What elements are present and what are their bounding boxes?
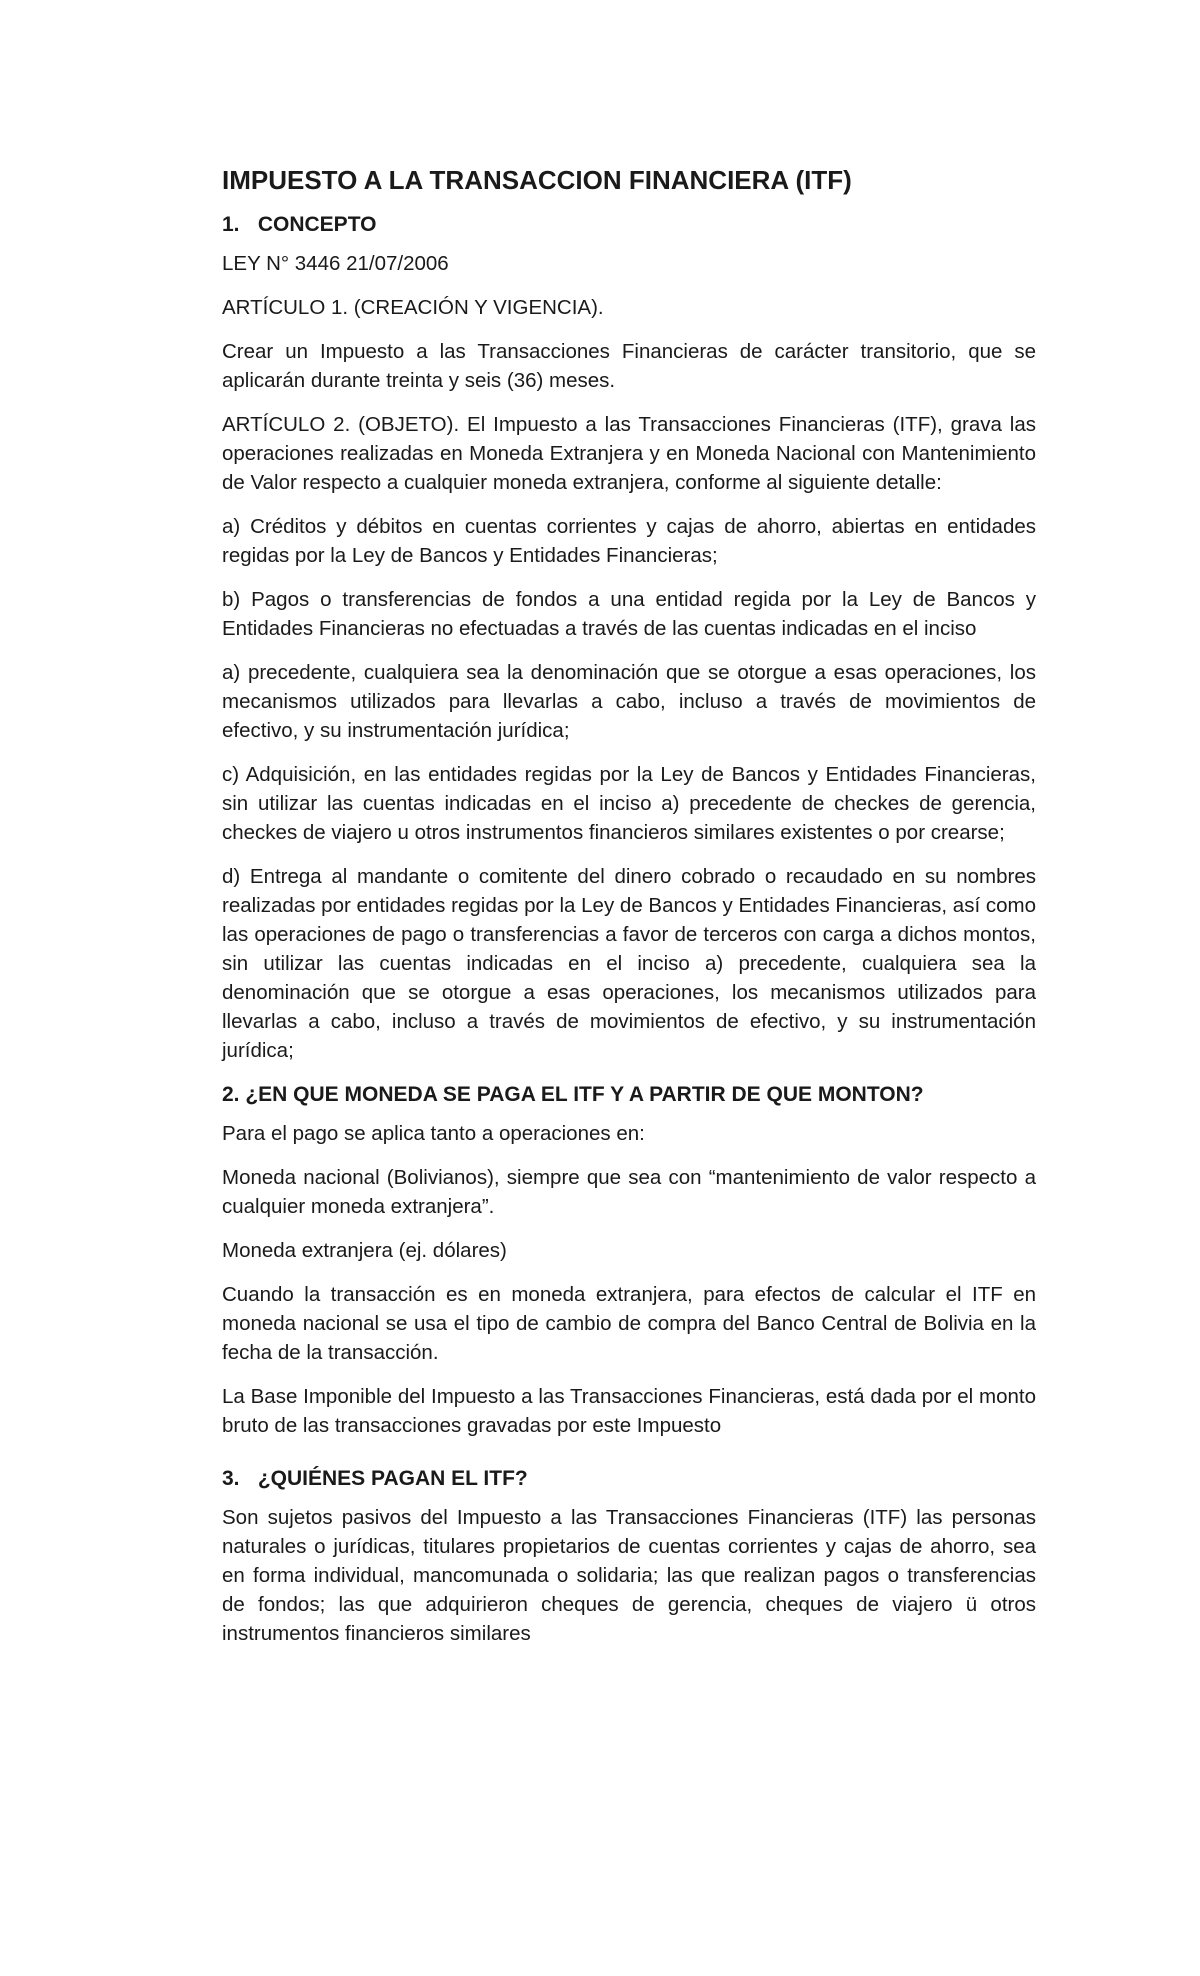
taxable-base-text: La Base Imponible del Impuesto a las Transacciones Financieras, está dada por el monto bruto de las transacciones gravadas por este Impuesto [222, 1385, 1036, 1437]
item-b: b) Pagos o transferencias de fondos a una entidad regida por la Ley de Bancos y Entidades Financieras no efectuadas a través de las cuentas indicadas en el inciso [222, 588, 1036, 640]
item-a: a) Créditos y débitos en cuentas corrientes y cajas de ahorro, abiertas en entidades regidas por la Ley de Bancos y Entidades Financieras; [222, 515, 1036, 567]
document-title: IMPUESTO A LA TRANSACCION FINANCIERA (ITF) [222, 165, 852, 195]
article-1-title: ARTÍCULO 1. (CREACIÓN Y VIGENCIA). [222, 296, 604, 319]
section-3-title: ¿QUIÉNES PAGAN EL ITF? [257, 1467, 528, 1490]
foreign-currency-text: Moneda extranjera (ej. dólares) [222, 1239, 507, 1262]
item-b-continuation: a) precedente, cualquiera sea la denominación que se otorgue a esas operaciones, los mecanismos utilizados para llevarlas a cabo, incluso a través de movimientos de efectivo, y su instrumentación jurídica; [222, 661, 1036, 742]
law-reference: LEY N° 3446 21/07/2006 [222, 252, 449, 275]
exchange-rate-text: Cuando la transacción es en moneda extranjera, para efectos de calcular el ITF en moneda nacional se usa el tipo de cambio de compra del Banco Central de Bolivia en la fecha de la transacción. [222, 1283, 1036, 1364]
section-3-text: Son sujetos pasivos del Impuesto a las Transacciones Financieras (ITF) las personas naturales o jurídicas, titulares propietarios de cuentas corrientes y cajas de ahorro, sea en forma individual, mancomunada o solidaria; las que realizan pagos o transferencias de fondos; las que adquirieron cheques de gerencia, cheques de viajero ü otros instrumentos financieros similares [222, 1506, 1036, 1645]
article-2-text: ARTÍCULO 2. (OBJETO). El Impuesto a las Transacciones Financieras (ITF), grava las operaciones realizadas en Moneda Extranjera y en Moneda Nacional con Mantenimiento de Valor respecto a cualquier moneda extranjera, conforme al siguiente detalle: [222, 413, 1036, 494]
section-3-heading [222, 1464, 1036, 1493]
section-3-number: 3. [222, 1467, 240, 1490]
section-2-heading: 2. ¿EN QUE MONEDA SE PAGA EL ITF Y A PARTIR DE QUE MONTON? [222, 1083, 924, 1106]
section-1-heading [222, 210, 1036, 239]
article-1-text: Crear un Impuesto a las Transacciones Financieras de carácter transitorio, que se aplicarán durante treinta y seis (36) meses. [222, 340, 1036, 392]
section-1-title: CONCEPTO [257, 213, 377, 236]
item-d: d) Entrega al mandante o comitente del dinero cobrado o recaudado en su nombres realizadas por entidades regidas por la Ley de Bancos y Entidades Financieras, así como las operaciones de pago o transferencias a favor de terceros con carga a dichos montos, sin utilizar las cuentas indicadas en el inciso a) precedente, cualquiera sea la denominación que se otorgue a esas operaciones, los mecanismos utilizados para llevarlas a cabo, incluso a través de movimientos de efectivo, y su instrumentación jurídica; [222, 865, 1036, 1062]
section-2-intro: Para el pago se aplica tanto a operaciones en: [222, 1122, 645, 1145]
item-c: c) Adquisición, en las entidades regidas por la Ley de Bancos y Entidades Financieras, sin utilizar las cuentas indicadas en el inciso a) precedente de checkes de gerencia, checkes de viajero u otros instrumentos financieros similares existentes o por crearse; [222, 763, 1036, 844]
section-1-number: 1. [222, 213, 240, 236]
national-currency-text: Moneda nacional (Bolivianos), siempre que sea con “mantenimiento de valor respecto a cualquier moneda extranjera”. [222, 1166, 1036, 1218]
document-page [222, 164, 1036, 1663]
